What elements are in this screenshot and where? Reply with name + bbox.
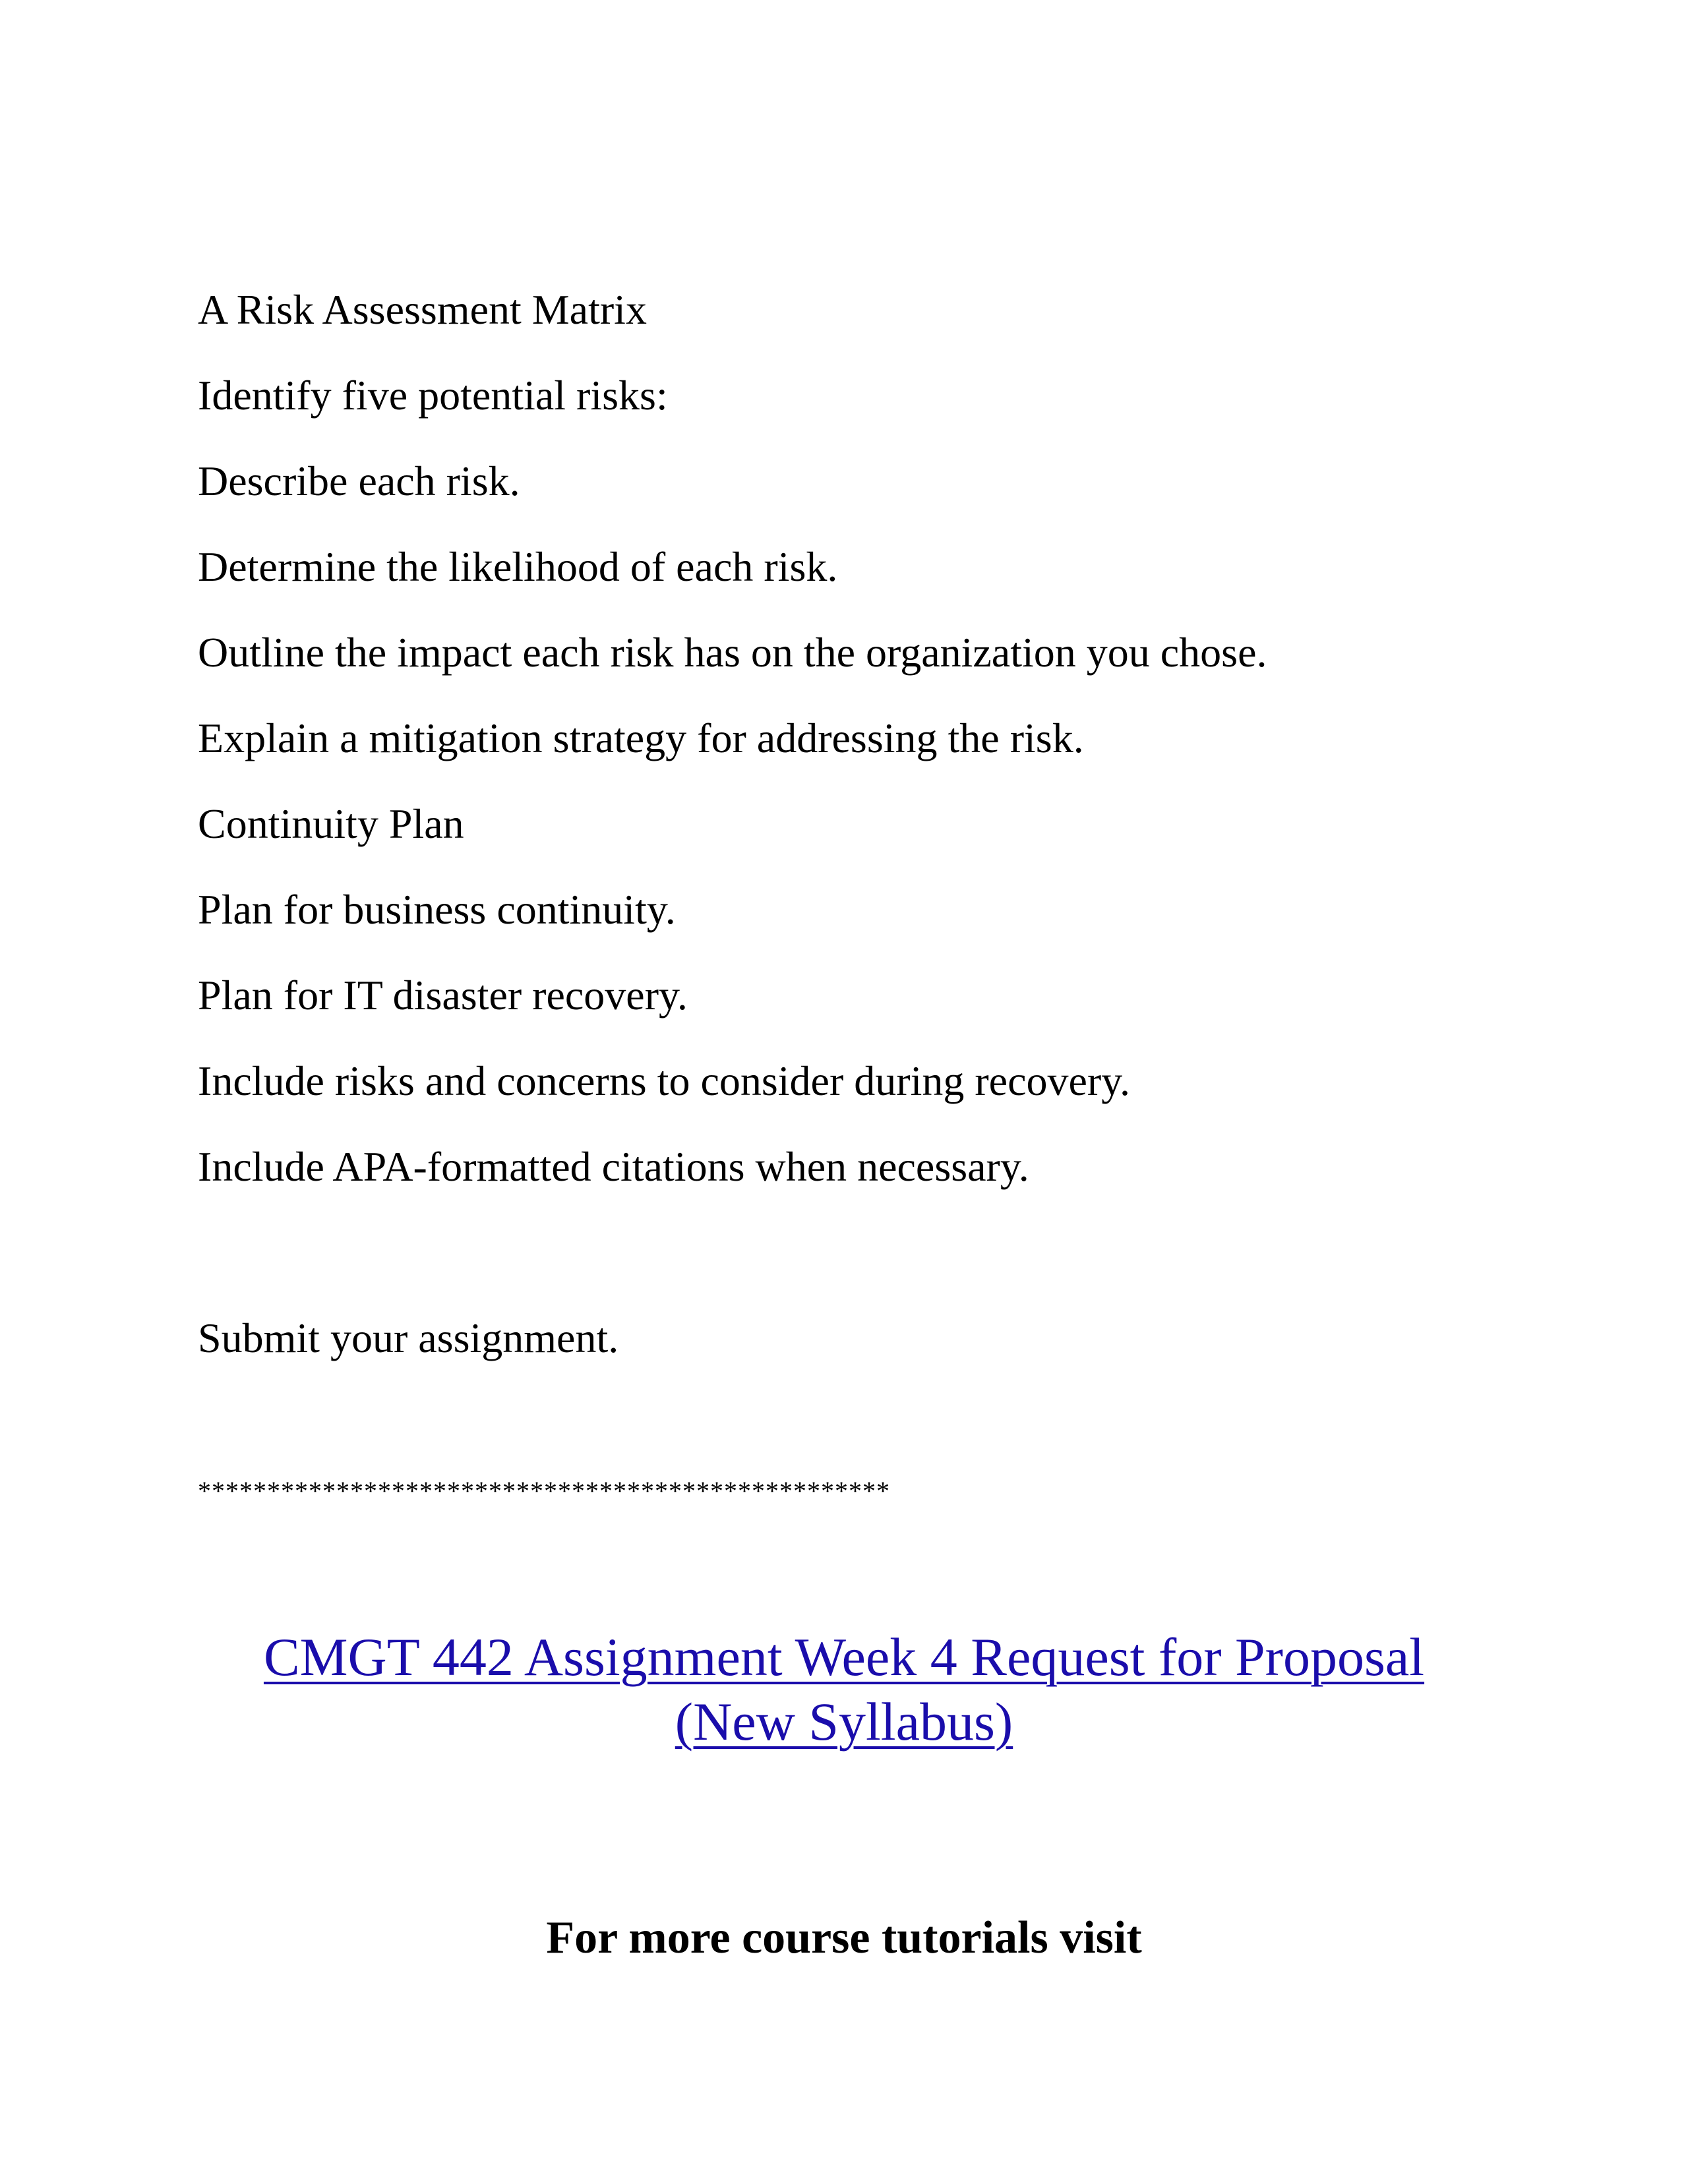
instruction-line: Identify five potential risks: xyxy=(198,372,668,419)
instruction-line: Describe each risk. xyxy=(198,457,520,504)
instruction-line: Include APA-formatted citations when necessary. xyxy=(198,1143,1029,1190)
instruction-line: Determine the likelihood of each risk. xyxy=(198,543,838,590)
instruction-line: Include risks and concerns to consider during recovery. xyxy=(198,1057,1131,1104)
course-link-line-1[interactable]: CMGT 442 Assignment Week 4 Request for Proposal xyxy=(263,1627,1425,1687)
section-title-continuity-plan: Continuity Plan xyxy=(198,800,464,847)
instruction-line: Plan for IT disaster recovery. xyxy=(198,972,688,1018)
instruction-line: Outline the impact each risk has on the organization you chose. xyxy=(198,629,1267,676)
instruction-line: Plan for business continuity. xyxy=(198,886,676,933)
footer-heading: For more course tutorials visit xyxy=(546,1912,1142,1963)
asterisk-separator: ************************************************** xyxy=(198,1476,890,1506)
instruction-line: Explain a mitigation strategy for addressing the risk. xyxy=(198,715,1084,761)
submit-instruction: Submit your assignment. xyxy=(198,1314,619,1361)
section-title-risk-matrix: A Risk Assessment Matrix xyxy=(198,286,647,333)
course-link[interactable] xyxy=(0,1625,1688,1754)
course-link-line-2[interactable]: (New Syllabus) xyxy=(675,1692,1013,1752)
